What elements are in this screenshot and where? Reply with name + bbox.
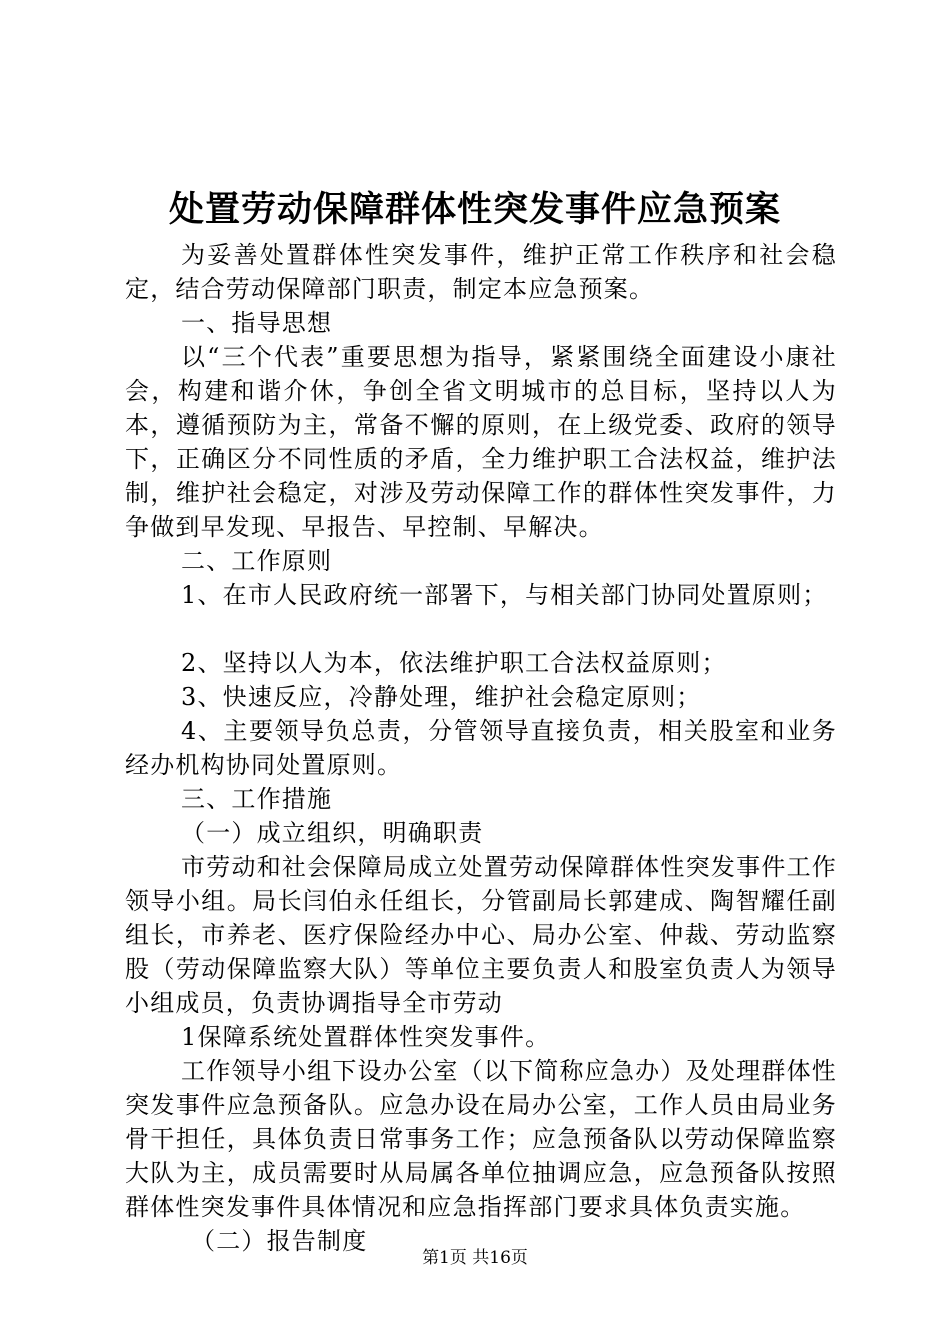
principle-item-1: 1、在市人民政府统一部署下，与相关部门协同处置原则； bbox=[181, 581, 828, 609]
page-number-label: 第1页 共16页 bbox=[422, 1248, 528, 1268]
paragraph-leading-group-continued: 1保障系统处置群体性突发事件。 bbox=[181, 1023, 551, 1051]
document-title: 处置劳动保障群体性突发事件应急预案 bbox=[168, 189, 781, 230]
document-body bbox=[125, 238, 837, 1258]
paragraph-leading-group: 市劳动和社会保障局成立处置劳动保障群体性突发事件工作领导小组。局长闫伯永任组长，分管副局长郭建成、陶智耀任副组长，市养老、医疗保险经办中心、局办公室、仲裁、劳动监察股（劳动保障监察大队）等单位主要负责人和股室负责人为领导小组成员，负责协调指导全市劳动 bbox=[125, 853, 837, 1017]
paragraph-guiding-ideology: 以“三个代表”重要思想为指导，紧紧围绕全面建设小康社会，构建和谐介休，争创全省文明城市的总目标，坚持以人为本，遵循预防为主，常备不懈的原则，在上级党委、政府的领导下，正确区分不同性质的矛盾，全力维护职工合法权益，维护法制，维护社会稳定，对涉及劳动保障工作的群体性突发事件，力争做到早发现、早报告、早控制、早解决。 bbox=[125, 343, 837, 541]
principle-item-4: 4、主要领导负总责，分管领导直接负责，相关股室和业务经办机构协同处置原则。 bbox=[125, 717, 837, 779]
subsection-heading-organization: （一）成立组织，明确职责 bbox=[181, 819, 484, 847]
paragraph-emergency-office: 工作领导小组下设办公室（以下简称应急办）及处理群体性突发事件应急预备队。应急办设在局办公室，工作人员由局业务骨干担任，具体负责日常事务工作；应急预备队以劳动保障监察大队为主，成员需要时从局属各单位抽调应急，应急预备队按照群体性突发事件具体情况和应急指挥部门要求具体负责实施。 bbox=[125, 1057, 837, 1221]
principle-item-3: 3、快速反应，冷静处理，维护社会稳定原则； bbox=[181, 683, 702, 711]
page-footer bbox=[0, 1246, 950, 1270]
subsection-heading-reporting: （二）报告制度 bbox=[191, 1227, 368, 1255]
principle-item-2: 2、坚持以人为本，依法维护职工合法权益原则； bbox=[181, 649, 727, 677]
paragraph-intro: 为妥善处置群体性突发事件，维护正常工作秩序和社会稳定，结合劳动保障部门职责，制定本应急预案。 bbox=[125, 241, 837, 303]
section-heading-work-principles: 二、工作原则 bbox=[181, 547, 333, 575]
section-heading-work-measures: 三、工作措施 bbox=[181, 785, 333, 813]
section-heading-guiding-ideology: 一、指导思想 bbox=[181, 309, 333, 337]
